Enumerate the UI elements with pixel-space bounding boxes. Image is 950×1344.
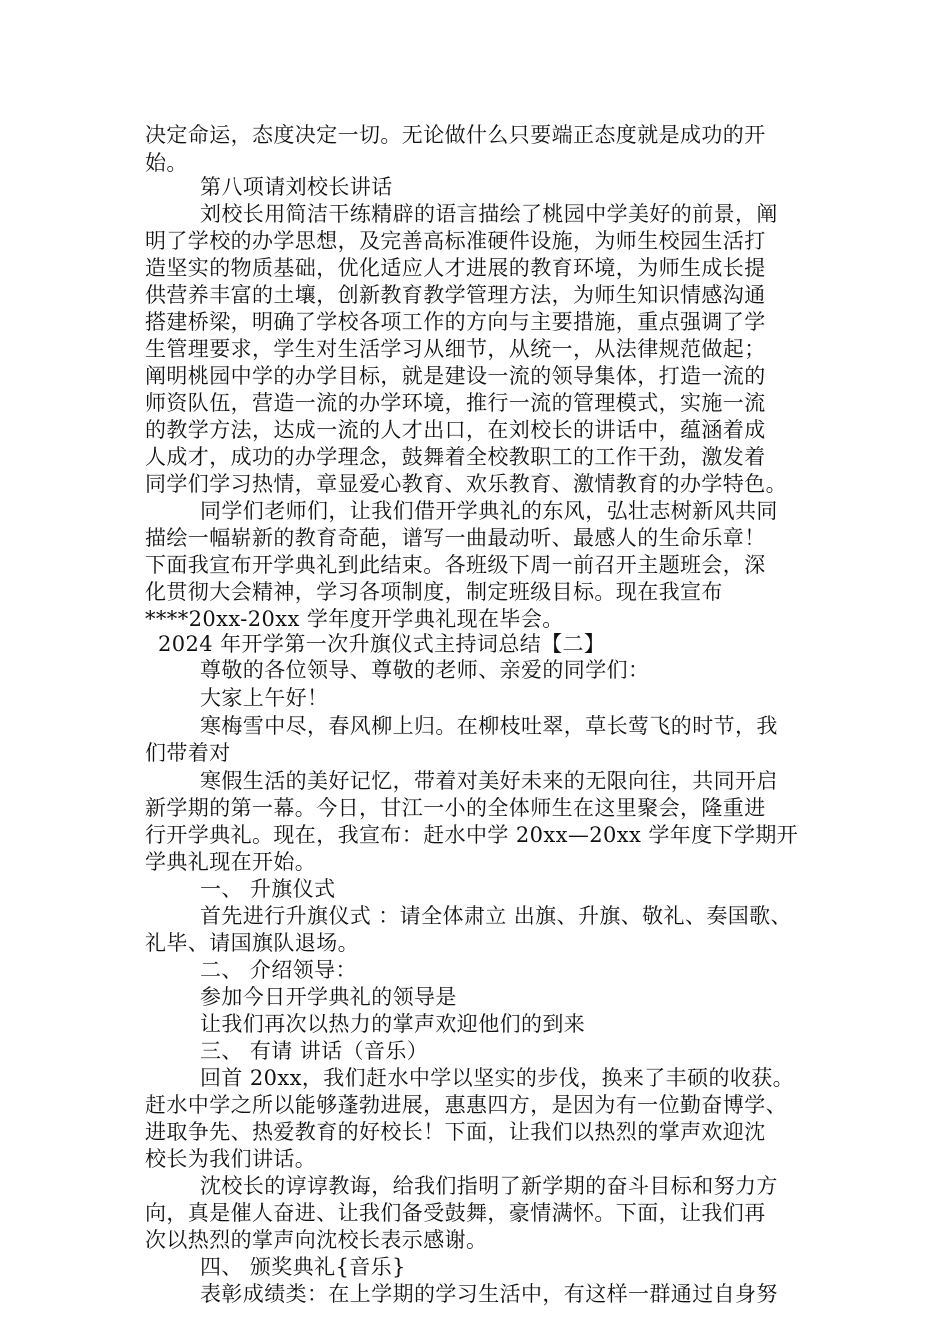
section-heading: 四、 颁奖典礼{音乐} bbox=[200, 1255, 406, 1279]
text-line: 寒梅雪中尽，春风柳上归。在柳枝吐翠，草长莺飞的时节，我 bbox=[200, 714, 778, 738]
section-heading: 二、 介绍领导： bbox=[200, 958, 357, 982]
text-line: 向，真是催人奋进、让我们备受鼓舞，豪情满怀。下面，让我们再 bbox=[145, 1201, 766, 1225]
text-line: 人成才，成功的办学理念，鼓舞着全校教职工的工作干劲，激发着 bbox=[145, 445, 766, 469]
text-line: 的教学方法，达成一流的人才出口，在刘校长的讲话中，蕴涵着成 bbox=[145, 418, 766, 442]
text-line: 行开学典礼。现在，我宣布：赶水中学 20xx—20xx 学年度下学期开 bbox=[145, 823, 799, 847]
text-line: 让我们再次以热力的掌声欢迎他们的到来 bbox=[200, 1012, 586, 1036]
text-line: 同学们学习热情，章显爱心教育、欢乐教育、激情教育的办学特色。 bbox=[145, 472, 787, 496]
text-line: 供营养丰富的土壤，创新教育教学管理方法，为师生知识情感沟通 bbox=[145, 283, 766, 307]
document-subtitle: 2024 年开学第一次升旗仪式主持词总结【二】 bbox=[158, 632, 606, 656]
text-line: 刘校长用简洁干练精辟的语言描绘了桃园中学美好的前景，阐 bbox=[200, 202, 778, 226]
text-line: 们带着对 bbox=[145, 741, 231, 765]
text-line: 寒假生活的美好记忆，带着对美好未来的无限向往，共同开启 bbox=[200, 769, 778, 793]
text-line: 进取争先、热爱教育的好校长！下面，让我们以热烈的掌声欢迎沈 bbox=[145, 1120, 766, 1144]
text-line: 决定命运，态度决定一切。无论做什么只要端正态度就是成功的开 bbox=[145, 123, 766, 147]
text-line: 搭建桥梁，明确了学校各项工作的方向与主要措施，重点强调了学 bbox=[145, 310, 766, 334]
text-line: 阐明桃园中学的办学目标，就是建设一流的领导集体，打造一流的 bbox=[145, 364, 766, 388]
text-line: 校长为我们讲话。 bbox=[145, 1147, 317, 1171]
text-line: ****20xx-20xx 学年度开学典礼现在毕会。 bbox=[145, 607, 564, 631]
text-line: 尊敬的各位领导、尊敬的老师、亲爱的同学们： bbox=[200, 658, 650, 682]
text-line: 礼毕、请国旗队退场。 bbox=[145, 931, 359, 955]
text-line: 首先进行升旗仪式 ：请全体肃立 出旗、升旗、敬礼、奏国歌、 bbox=[200, 904, 792, 928]
text-line: 明了学校的办学思想，及完善高标准硬件设施，为师生校园生活打 bbox=[145, 229, 766, 253]
text-line: 描绘一幅崭新的教育奇葩，谱写一曲最动听、最感人的生命乐章！ bbox=[145, 526, 766, 550]
section-heading: 一、 升旗仪式 bbox=[200, 877, 336, 901]
text-line: 同学们老师们，让我们借开学典礼的东风，弘壮志树新风共同 bbox=[200, 499, 778, 523]
text-line: 次以热烈的掌声向沈校长表示感谢。 bbox=[145, 1228, 488, 1252]
text-line: 参加今日开学典礼的领导是 bbox=[200, 985, 457, 1009]
text-line: 下面我宣布开学典礼到此结束。各班级下周一前召开主题班会，深 bbox=[145, 553, 766, 577]
text-line: 大家上午好！ bbox=[200, 686, 329, 710]
text-line: 造坚实的物质基础，优化适应人才进展的教育环境，为师生成长提 bbox=[145, 256, 766, 280]
text-line: 沈校长的谆谆教诲，给我们指明了新学期的奋斗目标和努力方 bbox=[200, 1174, 778, 1198]
section-heading: 三、 有请 讲话（音乐） bbox=[200, 1039, 429, 1063]
text-line: 赶水中学之所以能够蓬勃进展，惠惠四方，是因为有一位勤奋博学、 bbox=[145, 1093, 787, 1117]
text-line: 回首 20xx，我们赶水中学以坚实的步伐，换来了丰硕的收获。 bbox=[200, 1066, 795, 1090]
text-line: 学典礼现在开始。 bbox=[145, 850, 317, 874]
text-line: 化贯彻大会精神，学习各项制度，制定班级目标。现在我宣布 bbox=[145, 580, 723, 604]
text-line: 始。 bbox=[145, 151, 188, 175]
section-heading: 第八项请刘校长讲话 bbox=[200, 175, 393, 199]
text-line: 新学期的第一幕。今日，甘江一小的全体师生在这里聚会，隆重进 bbox=[145, 796, 766, 820]
text-line: 师资队伍，营造一流的办学环境，推行一流的管理模式，实施一流 bbox=[145, 391, 766, 415]
text-line: 表彰成绩类：在上学期的学习生活中，有这样一群通过自身努 bbox=[200, 1282, 778, 1306]
text-line: 生管理要求，学生对生活学习从细节，从统一，从法律规范做起； bbox=[145, 337, 766, 361]
